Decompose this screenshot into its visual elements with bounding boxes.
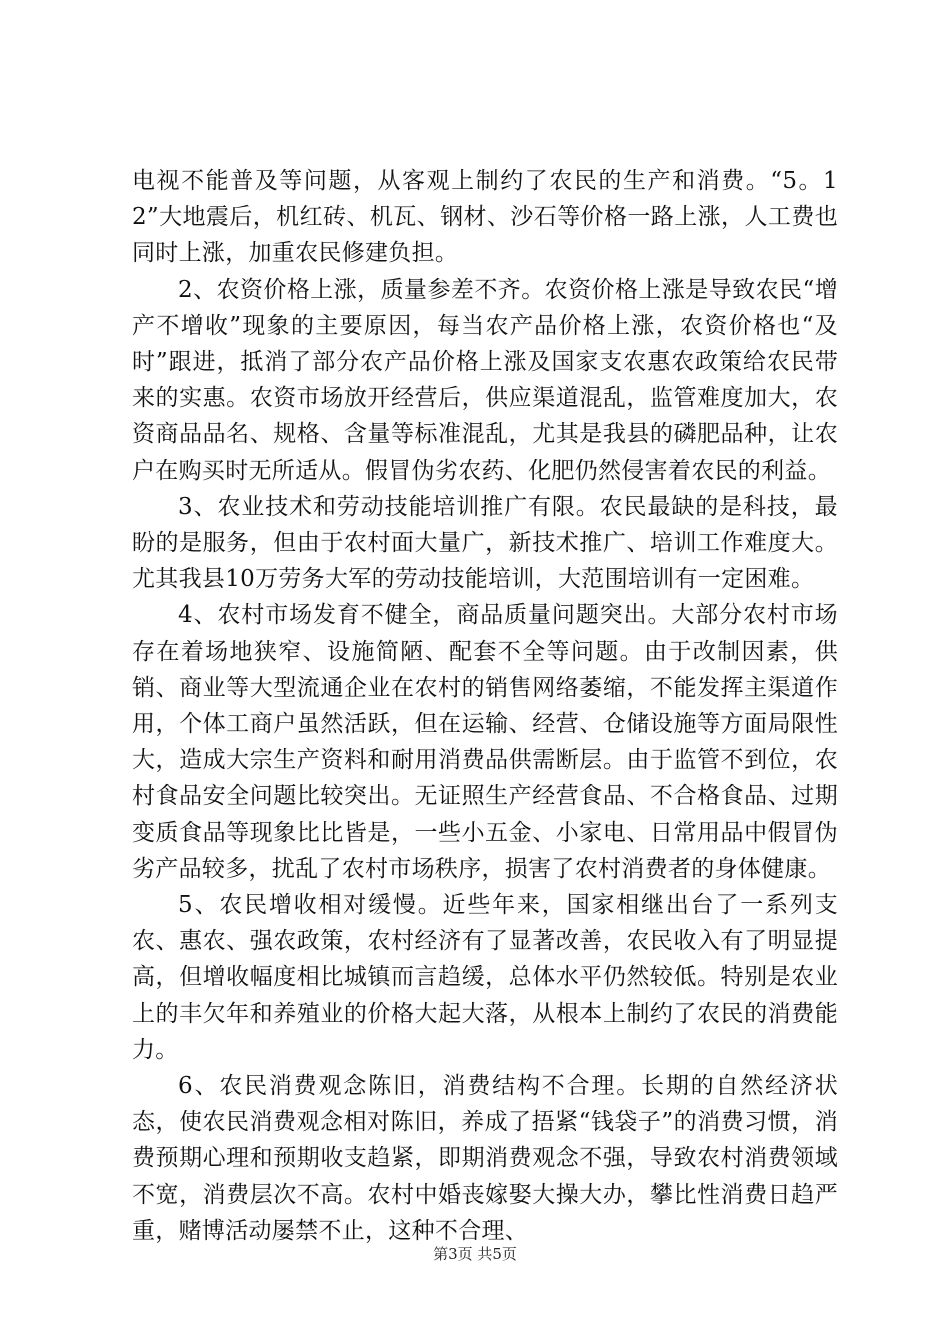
paragraph-income-growth: 5、农民增收相对缓慢。近些年来，国家相继出台了一系列支农、惠农、强农政策，农村经济有了显著改善，农民收入有了明显提高，但增收幅度相比城镇而言趋缓，总体水平仍然较低。特别是农业上的丰欠年和养殖业的价格大起大落，从根本上制约了农民的消费能力。 — [132, 892, 838, 1063]
paragraph-continuation: 电视不能普及等问题，从客观上制约了农民的生产和消费。“5。12”大地震后，机红砖、机瓦、钢材、沙石等价格一路上涨，人工费也同时上涨，加重农民修建负担。 — [132, 168, 838, 267]
document-body — [132, 163, 838, 1249]
paragraph-consumption-concepts: 6、农民消费观念陈旧，消费结构不合理。长期的自然经济状态，使农民消费观念相对陈旧，养成了捂紧“钱袋子”的消费习惯，消费预期心理和预期收支趋紧，即期消费观念不强，导致农村消费领域不宽，消费层次不高。农村中婚丧嫁娶大操大办，攀比性消费日趋严重，赌博活动屡禁不止，这种不合理、 — [132, 1073, 838, 1244]
paragraph-technology-training: 3、农业技术和劳动技能培训推广有限。农民最缺的是科技，最盼的是服务，但由于农村面大量广，新技术推广、培训工作难度大。尤其我县10万劳务大军的劳动技能培训，大范围培训有一定困难。 — [132, 493, 838, 593]
paragraph-agri-input-prices: 2、农资价格上涨，质量参差不齐。农资价格上涨是导致农民“增产不增收”现象的主要原因，每当农产品价格上涨，农资价格也“及时”跟进，抵消了部分农产品价格上涨及国家支农惠农政策给农民带来的实惠。农资市场放开经营后，供应渠道混乱，监管难度加大，农资商品品名、规格、含量等标准混乱，尤其是我县的磷肥品种，让农户在购买时无所适从。假冒伪劣农药、化肥仍然侵害着农民的利益。 — [132, 276, 838, 484]
paragraph-rural-market: 4、农村市场发育不健全，商品质量问题突出。大部分农村市场存在着场地狭窄、设施简陋、配套不全等问题。由于改制因素，供销、商业等大型流通企业在农村的销售网络萎缩，不能发挥主渠道作用，个体工商户虽然活跃，但在运输、经营、仓储设施等方面局限性大，造成大宗生产资料和耐用消费品供需断层。由于监管不到位，农村食品安全问题比较突出。无证照生产经营食品、不合格食品、过期变质食品等现象比比皆是，一些小五金、小家电、日常用品中假冒伪劣产品较多，扰乱了农村市场秩序，损害了农村消费者的身体健康。 — [132, 602, 838, 882]
page-footer: 第3页 共5页 — [433, 1245, 517, 1263]
